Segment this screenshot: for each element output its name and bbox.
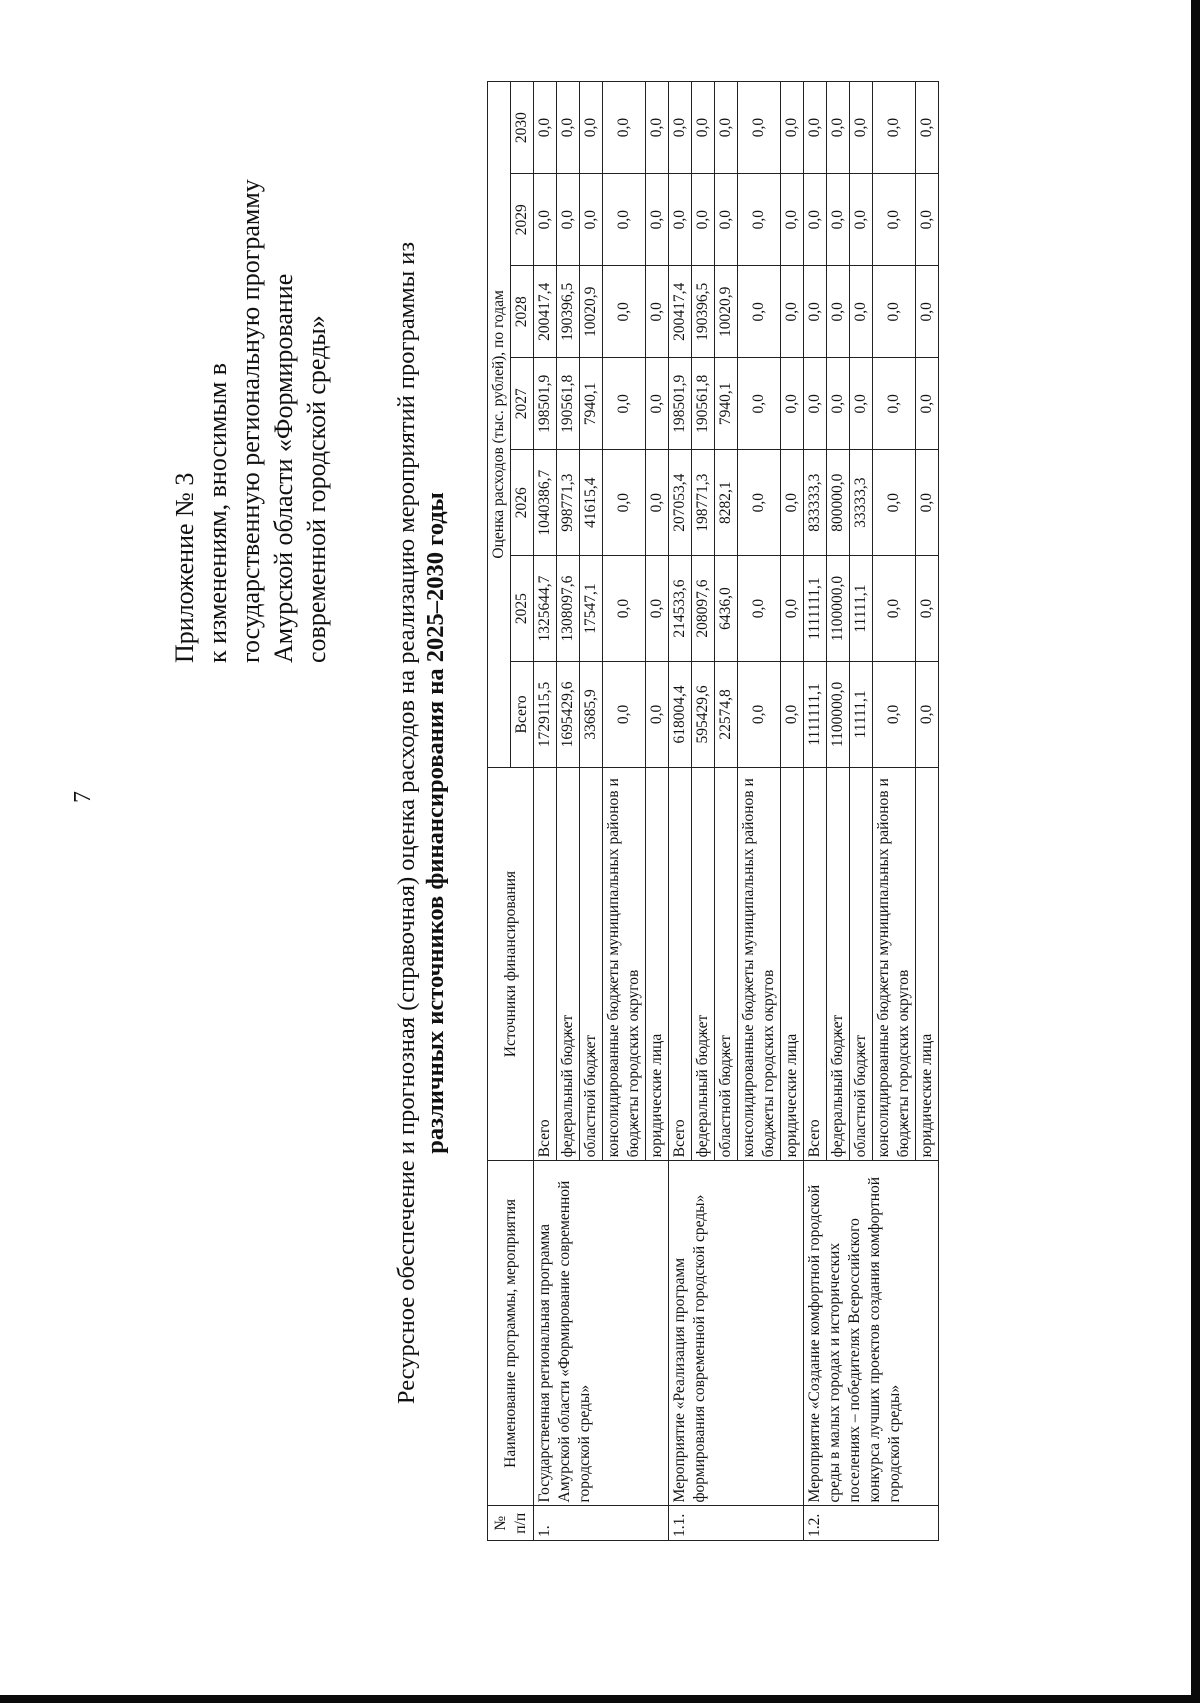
funding-source: консолидированные бюджеты муниципальных районов и бюджеты городских округов (873, 767, 916, 1160)
value-year: 0,0 (804, 174, 827, 266)
value-year: 0,0 (738, 266, 781, 358)
value-year: 800000,0 (827, 450, 850, 556)
appendix-line: государственную региональную программу (236, 179, 265, 663)
value-total: 1100000,0 (827, 662, 850, 768)
value-year: 0,0 (804, 358, 827, 450)
value-year: 33333,3 (850, 450, 873, 556)
value-year: 0,0 (603, 266, 646, 358)
program-name: Мероприятие «Реализация программ формирования современной городской среды» (669, 1161, 804, 1506)
value-year: 0,0 (646, 556, 669, 662)
value-year: 0,0 (781, 556, 804, 662)
value-year: 0,0 (850, 358, 873, 450)
value-year: 0,0 (873, 82, 916, 174)
value-year: 0,0 (603, 450, 646, 556)
value-total: 0,0 (873, 662, 916, 768)
value-year: 0,0 (916, 450, 939, 556)
value-year: 1040386,7 (534, 450, 557, 556)
value-total: 595429,6 (692, 662, 715, 768)
value-year: 200417,4 (534, 266, 557, 358)
funding-source: консолидированные бюджеты муниципальных районов и бюджеты городских округов (738, 767, 781, 1160)
value-year: 0,0 (715, 174, 738, 266)
value-year: 0,0 (738, 174, 781, 266)
value-year: 1111111,1 (804, 556, 827, 662)
value-year: 0,0 (603, 82, 646, 174)
table-header (488, 82, 534, 1541)
value-year: 1325644,7 (534, 556, 557, 662)
value-year: 0,0 (781, 266, 804, 358)
value-total: 0,0 (646, 662, 669, 768)
value-year: 0,0 (804, 82, 827, 174)
funding-source: юридические лица (646, 767, 669, 1160)
value-year: 0,0 (827, 266, 850, 358)
table-row (534, 82, 557, 1541)
value-year: 0,0 (603, 556, 646, 662)
value-year: 0,0 (738, 82, 781, 174)
value-year: 214533,6 (669, 556, 692, 662)
value-year: 0,0 (827, 82, 850, 174)
funding-source: областной бюджет (850, 767, 873, 1160)
value-year: 0,0 (692, 82, 715, 174)
value-year: 0,0 (827, 174, 850, 266)
value-year: 7940,1 (580, 358, 603, 450)
value-year: 11111,1 (850, 556, 873, 662)
value-year: 0,0 (603, 358, 646, 450)
header-year: 2029 (511, 174, 534, 266)
value-year: 0,0 (873, 358, 916, 450)
value-year: 0,0 (916, 358, 939, 450)
funding-source: Всего (669, 767, 692, 1160)
table-body (534, 82, 939, 1541)
value-year: 190561,8 (692, 358, 715, 450)
appendix-line: Амурской области «Формирование (269, 273, 298, 663)
value-year: 0,0 (669, 82, 692, 174)
value-total: 618004,4 (669, 662, 692, 768)
funding-source: федеральный бюджет (827, 767, 850, 1160)
value-year: 0,0 (738, 450, 781, 556)
value-year: 0,0 (916, 82, 939, 174)
value-year: 200417,4 (669, 266, 692, 358)
value-year: 0,0 (781, 450, 804, 556)
value-year: 0,0 (804, 266, 827, 358)
value-year: 190396,5 (557, 266, 580, 358)
header-total: Всего (511, 662, 534, 768)
value-year: 0,0 (646, 174, 669, 266)
value-year: 0,0 (916, 556, 939, 662)
value-year: 0,0 (580, 82, 603, 174)
funding-source: Всего (804, 767, 827, 1160)
value-year: 41615,4 (580, 450, 603, 556)
value-year: 0,0 (646, 82, 669, 174)
financing-table (487, 81, 939, 1541)
program-name: Государственная региональная программа Амурской области «Формирование современной городской среды» (534, 1161, 669, 1506)
value-total: 1111111,1 (804, 662, 827, 768)
value-year: 1100000,0 (827, 556, 850, 662)
title-line-1: Ресурсное обеспечение и прогнозная (справочная) оценка расходов на реализацию мероприятий программы из (393, 241, 420, 1405)
value-year: 0,0 (873, 174, 916, 266)
header-sources: Источники финансирования (488, 767, 534, 1160)
funding-source: федеральный бюджет (557, 767, 580, 1160)
value-year: 198501,9 (534, 358, 557, 450)
value-year: 0,0 (715, 82, 738, 174)
row-number: 1. (534, 1506, 669, 1541)
value-total: 22574,8 (715, 662, 738, 768)
value-total: 33685,9 (580, 662, 603, 768)
value-year: 0,0 (873, 556, 916, 662)
header-year: 2027 (511, 358, 534, 450)
value-total: 1695429,6 (557, 662, 580, 768)
funding-source: областной бюджет (580, 767, 603, 1160)
value-year: 0,0 (580, 174, 603, 266)
value-year: 833333,3 (804, 450, 827, 556)
value-year: 0,0 (873, 266, 916, 358)
value-year: 17547,1 (580, 556, 603, 662)
value-year: 0,0 (646, 266, 669, 358)
header-year: 2025 (511, 556, 534, 662)
value-year: 0,0 (534, 82, 557, 174)
header-year: 2028 (511, 266, 534, 358)
funding-source: федеральный бюджет (692, 767, 715, 1160)
header-no: № п/п (488, 1506, 534, 1541)
page-number: 7 (70, 791, 96, 803)
value-year: 0,0 (557, 174, 580, 266)
value-year: 190561,8 (557, 358, 580, 450)
funding-source: юридические лица (781, 767, 804, 1160)
value-year: 0,0 (646, 450, 669, 556)
value-year: 0,0 (738, 358, 781, 450)
appendix-line: Приложение № 3 (170, 472, 199, 663)
header-estimate-group: Оценка расходов (тыс. рублей), по годам (488, 82, 511, 768)
funding-source: консолидированные бюджеты муниципальных районов и бюджеты городских округов (603, 767, 646, 1160)
funding-source: областной бюджет (715, 767, 738, 1160)
value-total: 0,0 (738, 662, 781, 768)
value-year: 0,0 (850, 266, 873, 358)
value-year: 198771,3 (692, 450, 715, 556)
value-total: 0,0 (916, 662, 939, 768)
value-year: 207053,4 (669, 450, 692, 556)
value-year: 10020,9 (715, 266, 738, 358)
row-number: 1.1. (669, 1506, 804, 1541)
appendix-line: к изменениям, вносимым в (203, 362, 232, 663)
header-year: 2026 (511, 450, 534, 556)
document-title (392, 153, 450, 1493)
value-year: 8282,1 (715, 450, 738, 556)
value-year: 0,0 (603, 174, 646, 266)
value-year: 6436,0 (715, 556, 738, 662)
value-year: 0,0 (669, 174, 692, 266)
value-year: 10020,9 (580, 266, 603, 358)
funding-source: юридические лица (916, 767, 939, 1160)
value-year: 0,0 (557, 82, 580, 174)
value-year: 7940,1 (715, 358, 738, 450)
value-total: 0,0 (603, 662, 646, 768)
value-year: 0,0 (916, 266, 939, 358)
header-year: 2030 (511, 82, 534, 174)
value-year: 0,0 (873, 450, 916, 556)
value-year: 0,0 (781, 82, 804, 174)
value-year: 0,0 (692, 174, 715, 266)
title-line-2: различных источников финансирования на 2025–2030 годы (422, 492, 449, 1154)
value-year: 998771,3 (557, 450, 580, 556)
table-row (669, 82, 692, 1541)
value-year: 0,0 (738, 556, 781, 662)
value-year: 190396,5 (692, 266, 715, 358)
value-year: 198501,9 (669, 358, 692, 450)
value-year: 0,0 (781, 174, 804, 266)
value-total: 1729115,5 (534, 662, 557, 768)
value-year: 0,0 (850, 174, 873, 266)
appendix-line: современной городской среды» (302, 315, 331, 663)
value-year: 0,0 (646, 358, 669, 450)
value-year: 0,0 (534, 174, 557, 266)
program-name: Мероприятие «Создание комфортной городской среды в малых городах и исторических поселениях – победителях Всероссийского конкурса лучших проектов создания комфортной городской среды» (804, 1161, 939, 1506)
value-year: 208097,6 (692, 556, 715, 662)
value-year: 1308097,6 (557, 556, 580, 662)
appendix-block (168, 43, 333, 663)
table-row (804, 82, 827, 1541)
value-year: 0,0 (781, 358, 804, 450)
value-total: 0,0 (781, 662, 804, 768)
value-year: 0,0 (916, 174, 939, 266)
funding-source: Всего (534, 767, 557, 1160)
header-name: Наименование программы, мероприятия (488, 1161, 534, 1506)
row-number: 1.2. (804, 1506, 939, 1541)
value-year: 0,0 (827, 358, 850, 450)
value-year: 0,0 (850, 82, 873, 174)
value-total: 11111,1 (850, 662, 873, 768)
